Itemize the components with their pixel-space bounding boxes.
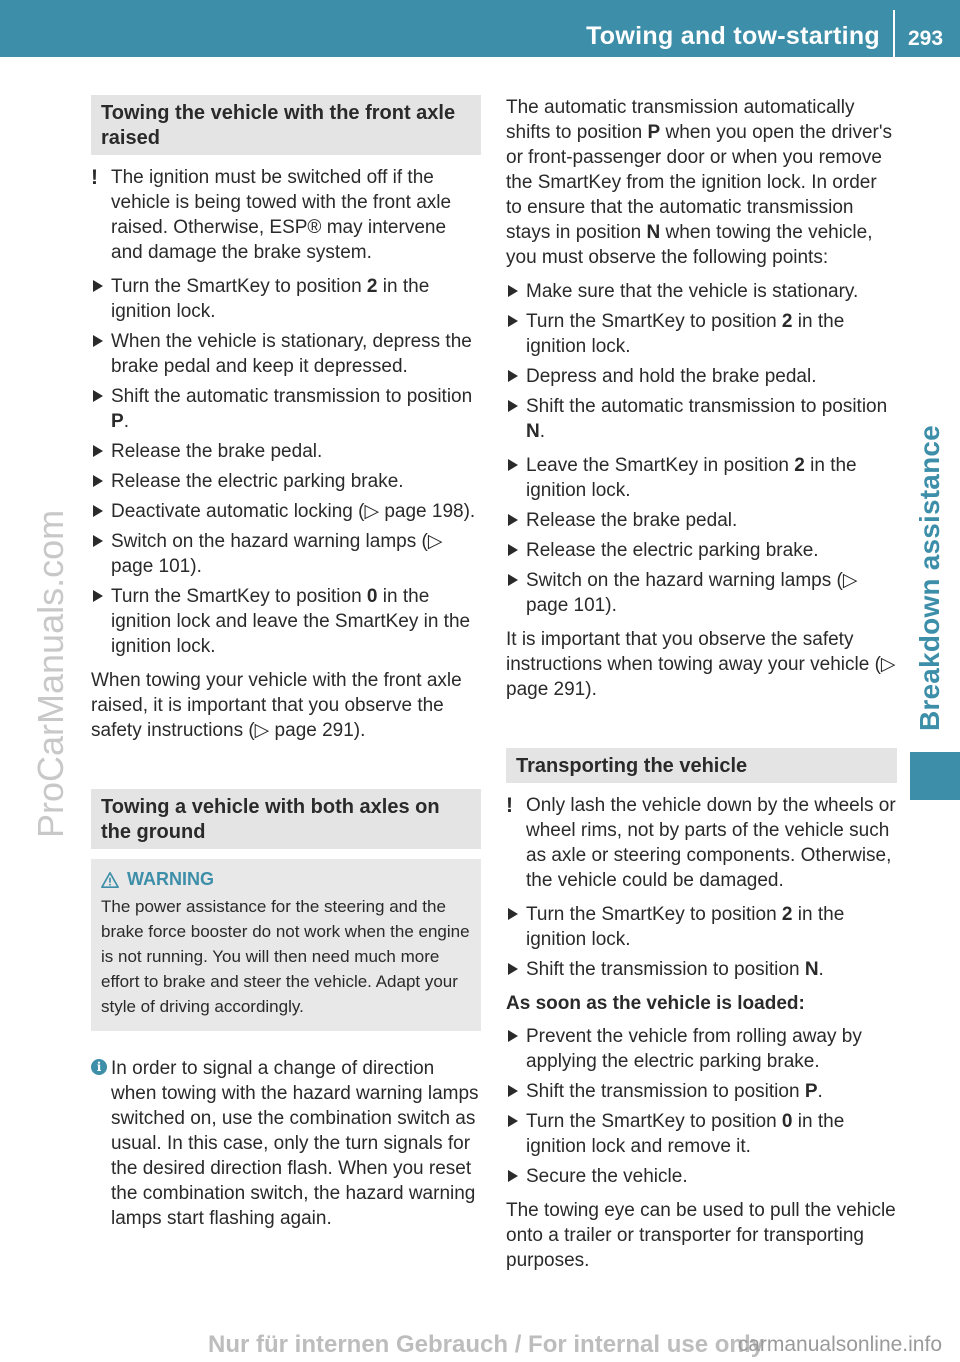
list-item: Turn the SmartKey to position 2 in the ignition lock. bbox=[91, 274, 481, 324]
step-arrow-icon bbox=[93, 475, 103, 487]
warning-box bbox=[91, 859, 481, 1031]
step-arrow-icon bbox=[508, 514, 518, 526]
caution-text: Only lash the vehicle down by the wheels or wheel rims, not by parts of the vehicle such as axle or steering components. Otherwise, the vehicle could be damaged. bbox=[526, 795, 896, 891]
list-item: Release the brake pedal. bbox=[91, 439, 481, 464]
watermark-vertical: ProCarManuals.com bbox=[30, 509, 71, 838]
step-arrow-icon bbox=[93, 590, 103, 602]
paragraph-towing-eye: The towing eye can be used to pull the vehicle onto a trailer or transporter for transporting purposes. bbox=[506, 1200, 896, 1271]
chapter-side-label: Breakdown assistance bbox=[914, 425, 945, 731]
list-item: When the vehicle is stationary, depress the brake pedal and keep it depressed. bbox=[91, 329, 481, 379]
step-arrow-icon bbox=[508, 574, 518, 586]
step-list-towing-a bbox=[506, 279, 897, 444]
step-arrow-icon bbox=[93, 535, 103, 547]
list-item: Switch on the hazard warning lamps (▷ page 101). bbox=[91, 529, 481, 579]
header-divider bbox=[893, 10, 895, 57]
page-header-title: Towing and tow-starting bbox=[586, 22, 880, 50]
step-arrow-icon bbox=[508, 963, 518, 975]
list-item: Turn the SmartKey to position 0 in the ignition lock and leave the SmartKey in the ignition lock. bbox=[91, 584, 481, 659]
caution-icon: ! bbox=[506, 794, 513, 817]
list-item: Turn the SmartKey to position 2 in the ignition lock. bbox=[506, 902, 897, 952]
caution-note bbox=[91, 165, 481, 265]
list-item: Depress and hold the brake pedal. bbox=[506, 364, 897, 389]
step-arrow-icon bbox=[508, 1170, 518, 1182]
step-arrow-icon bbox=[508, 1030, 518, 1042]
step-arrow-icon bbox=[93, 390, 103, 402]
paragraph-intro: The automatic transmission automatically shifts to position P when you open the driver's or front-passenger door or when you remove the SmartKey from the ignition lock. In order to ensure that the automatic transmission stays in position N when towing the vehicle, you must observe the following points: bbox=[506, 97, 892, 268]
list-item: Shift the transmission to position N. bbox=[506, 957, 897, 982]
caution-note bbox=[506, 793, 897, 893]
list-item: Prevent the vehicle from rolling away by applying the electric parking brake. bbox=[506, 1024, 897, 1074]
chapter-tab-marker bbox=[910, 752, 960, 800]
footer-site-watermark: carmanualsonline.info bbox=[737, 1333, 942, 1356]
warning-triangle-icon bbox=[101, 871, 119, 889]
step-arrow-icon bbox=[93, 335, 103, 347]
section-heading-transporting: Transporting the vehicle bbox=[506, 748, 897, 783]
list-item: Shift the automatic transmission to position N. bbox=[506, 394, 897, 444]
caution-icon: ! bbox=[91, 166, 98, 189]
step-list-transport bbox=[506, 902, 897, 982]
list-item: Turn the SmartKey to position 2 in the ignition lock. bbox=[506, 309, 897, 359]
paragraph-safety-towing: It is important that you observe the safety instructions when towing away your vehicle (▷ page 291). bbox=[506, 629, 896, 700]
list-item: Secure the vehicle. bbox=[506, 1164, 897, 1189]
step-arrow-icon bbox=[508, 459, 518, 471]
list-item: Leave the SmartKey in position 2 in the ignition lock. bbox=[506, 453, 897, 503]
list-item: Switch on the hazard warning lamps (▷ page 101). bbox=[506, 568, 897, 618]
page-number: 293 bbox=[908, 27, 944, 50]
info-circle-icon: i bbox=[91, 1059, 107, 1075]
step-list-towing-b bbox=[506, 453, 897, 618]
step-arrow-icon bbox=[508, 1115, 518, 1127]
step-arrow-icon bbox=[93, 280, 103, 292]
right-column bbox=[506, 95, 897, 1282]
warning-text: The power assistance for the steering and the brake force booster do not work when the engine is not running. You will then need much more effort to brake and steer the vehicle. Adapt your style of driving accordingly. bbox=[101, 897, 470, 1016]
paragraph-safety-front-axle: When towing your vehicle with the front axle raised, it is important that you observe the safety instructions (▷ page 291). bbox=[91, 670, 462, 741]
step-arrow-icon bbox=[508, 400, 518, 412]
footer-internal-use-note: Nur für internen Gebrauch / For internal use only bbox=[208, 1331, 765, 1358]
list-item: Make sure that the vehicle is stationary. bbox=[506, 279, 897, 304]
list-item: Turn the SmartKey to position 0 in the ignition lock and remove it. bbox=[506, 1109, 897, 1159]
step-list-front-axle bbox=[91, 274, 481, 659]
step-arrow-icon bbox=[93, 445, 103, 457]
list-item: Release the brake pedal. bbox=[506, 508, 897, 533]
section-heading-front-axle: Towing the vehicle with the front axle raised bbox=[91, 95, 481, 155]
info-text: In order to signal a change of direction when towing with the hazard warning lamps switched on, use the combination switch as usual. In this case, only the turn signals for the desired direction flash. When you reset the combination switch, the hazard warning lamps start flashing again. bbox=[111, 1058, 479, 1229]
loaded-subheading: As soon as the vehicle is loaded: bbox=[506, 993, 805, 1014]
step-arrow-icon bbox=[508, 908, 518, 920]
list-item: Release the electric parking brake. bbox=[506, 538, 897, 563]
info-note bbox=[91, 1056, 481, 1231]
list-item: Shift the transmission to position P. bbox=[506, 1079, 897, 1104]
step-arrow-icon bbox=[93, 505, 103, 517]
step-list-loaded bbox=[506, 1024, 897, 1189]
step-arrow-icon bbox=[508, 370, 518, 382]
left-column bbox=[91, 95, 481, 1240]
list-item: Release the electric parking brake. bbox=[91, 469, 481, 494]
step-arrow-icon bbox=[508, 544, 518, 556]
section-heading-both-axles: Towing a vehicle with both axles on the ground bbox=[91, 789, 481, 849]
step-arrow-icon bbox=[508, 315, 518, 327]
step-arrow-icon bbox=[508, 1085, 518, 1097]
list-item: Shift the automatic transmission to position P. bbox=[91, 384, 481, 434]
list-item: Deactivate automatic locking (▷ page 198). bbox=[91, 499, 481, 524]
warning-title: WARNING bbox=[101, 867, 471, 892]
caution-text: The ignition must be switched off if the vehicle is being towed with the front axle raised. Otherwise, ESP® may intervene and damage the brake system. bbox=[111, 167, 452, 263]
step-arrow-icon bbox=[508, 285, 518, 297]
